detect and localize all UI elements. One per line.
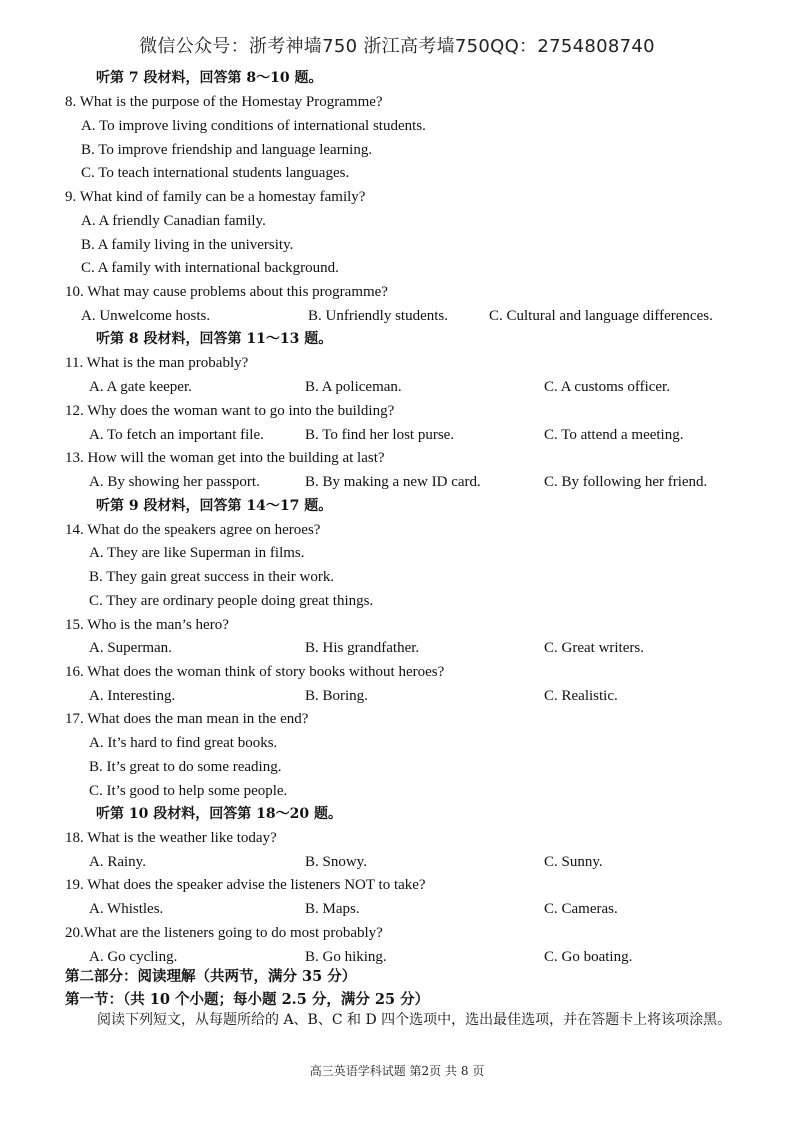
section-heading-7: 听第 7 段材料，回答第 8～10 题。	[96, 70, 323, 86]
option-16c: C. Realistic.	[544, 688, 618, 704]
option-9c: C. A family with international background.	[81, 260, 339, 276]
option-19c: C. Cameras.	[544, 901, 618, 917]
option-18a: A. Rainy.	[89, 854, 146, 870]
option-20a: A. Go cycling.	[89, 949, 178, 965]
question-9: 9. What kind of family can be a homestay family?	[65, 189, 366, 205]
option-12c: C. To attend a meeting.	[544, 427, 684, 443]
option-11a: A. A gate keeper.	[89, 379, 192, 395]
option-10a: A. Unwelcome hosts.	[81, 308, 211, 324]
reading-instructions: 阅读下列短文，从每题所给的 A、B、C 和 D 四个选项中，选出最佳选项，并在答题卡上将该项涂黑。	[97, 1012, 732, 1028]
option-12b: B. To find her lost purse.	[305, 427, 455, 443]
question-13: 13. How will the woman get into the building at last?	[65, 450, 385, 466]
question-8: 8. What is the purpose of the Homestay Programme?	[65, 94, 383, 110]
option-14a: A. They are like Superman in films.	[89, 545, 305, 561]
page-footer: 高三英语学科试题 第2页 共 8 页	[309, 1064, 485, 1078]
option-17a: A. It’s hard to find great books.	[89, 735, 278, 751]
part-two-heading: 第二部分：阅读理解（共两节，满分 35 分）	[65, 968, 357, 985]
option-13b: B. By making a new ID card.	[305, 474, 481, 490]
option-20c: C. Go boating.	[544, 949, 633, 965]
question-15: 15. Who is the man’s hero?	[65, 617, 229, 633]
option-15c: C. Great writers.	[544, 640, 644, 656]
question-19: 19. What does the speaker advise the listeners NOT to take?	[65, 877, 426, 893]
option-16a: A. Interesting.	[89, 688, 176, 704]
question-14: 14. What do the speakers agree on heroes?	[65, 522, 321, 538]
option-17c: C. It’s good to help some people.	[89, 783, 288, 799]
part-two-section-one-heading: 第一节：（共 10 个小题；每小题 2.5 分，满分 25 分）	[65, 991, 430, 1008]
option-15a: A. Superman.	[89, 640, 172, 656]
option-10b: B. Unfriendly students.	[308, 308, 448, 324]
option-12a: A. To fetch an important file.	[89, 427, 264, 443]
option-19a: A. Whistles.	[89, 901, 164, 917]
option-10c: C. Cultural and language differences.	[489, 308, 713, 324]
option-15b: B. His grandfather.	[305, 640, 420, 656]
option-14b: B. They gain great success in their work.	[89, 569, 335, 585]
question-12: 12. Why does the woman want to go into the building?	[65, 403, 395, 419]
question-11: 11. What is the man probably?	[65, 355, 249, 371]
option-8c: C. To teach international students languages.	[81, 165, 350, 181]
option-19b: B. Maps.	[305, 901, 360, 917]
option-8b: B. To improve friendship and language learning.	[81, 142, 373, 158]
option-13a: A. By showing her passport.	[89, 474, 260, 490]
option-16b: B. Boring.	[305, 688, 368, 704]
option-8a: A. To improve living conditions of international students.	[81, 118, 426, 134]
option-13c: C. By following her friend.	[544, 474, 708, 490]
question-10: 10. What may cause problems about this programme?	[65, 284, 388, 300]
section-heading-9: 听第 9 段材料，回答第 14～17 题。	[96, 498, 333, 514]
section-heading-8: 听第 8 段材料，回答第 11～13 题。	[96, 331, 333, 347]
option-11b: B. A policeman.	[305, 379, 402, 395]
option-9b: B. A family living in the university.	[81, 237, 294, 253]
option-18c: C. Sunny.	[544, 854, 603, 870]
option-14c: C. They are ordinary people doing great things.	[89, 593, 374, 609]
question-18: 18. What is the weather like today?	[65, 830, 277, 846]
option-18b: B. Snowy.	[305, 854, 367, 870]
option-9a: A. A friendly Canadian family.	[81, 213, 266, 229]
section-heading-10: 听第 10 段材料，回答第 18～20 题。	[96, 806, 342, 822]
option-11c: C. A customs officer.	[544, 379, 670, 395]
question-17: 17. What does the man mean in the end?	[65, 711, 309, 727]
question-16: 16. What does the woman think of story books without heroes?	[65, 664, 445, 680]
option-17b: B. It’s great to do some reading.	[89, 759, 282, 775]
option-20b: B. Go hiking.	[305, 949, 387, 965]
question-20: 20.What are the listeners going to do most probably?	[65, 925, 383, 941]
page-header-watermark: 微信公众号：浙考神墙750 浙江高考墙750QQ：2754808740	[139, 36, 655, 57]
